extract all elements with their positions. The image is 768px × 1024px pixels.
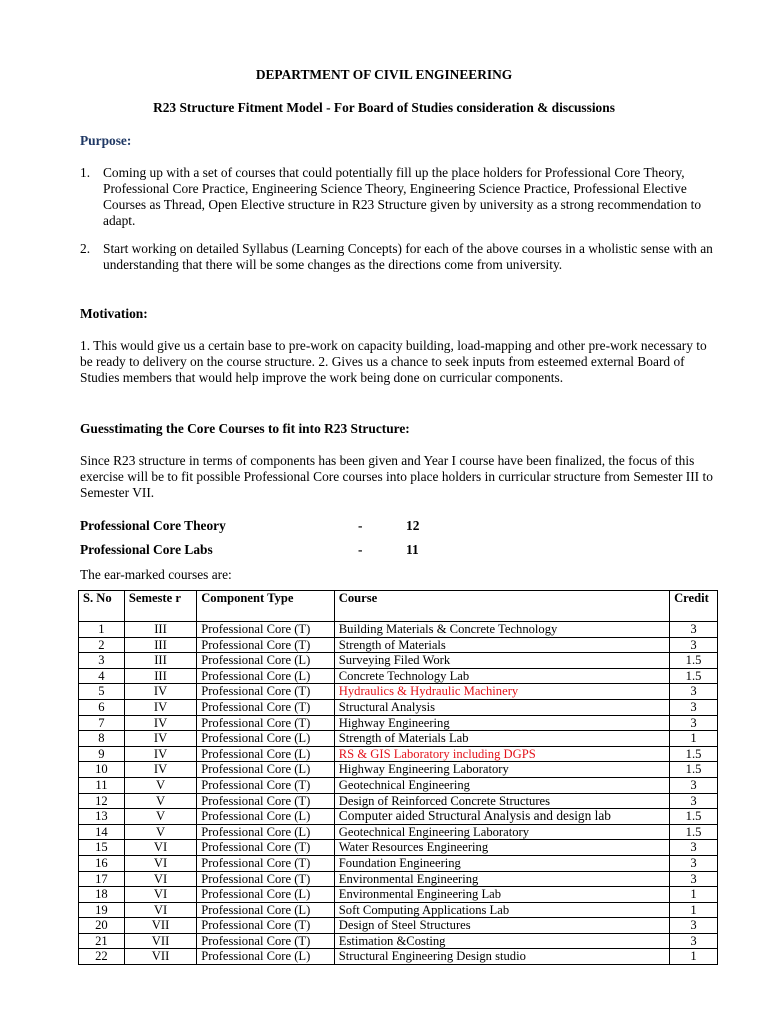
cell-component-type: Professional Core (L) <box>197 887 335 903</box>
cell-sno: 8 <box>79 731 125 747</box>
table-row <box>79 809 718 825</box>
header-course: Course <box>334 591 669 622</box>
cell-component-type: Professional Core (L) <box>197 949 335 965</box>
table-body <box>79 622 718 965</box>
table-header-row <box>79 591 718 622</box>
cell-semester: IV <box>124 684 196 700</box>
header-semester: Semeste r <box>124 591 196 622</box>
cell-course: Water Resources Engineering <box>334 840 669 856</box>
cell-credit: 3 <box>670 840 718 856</box>
cell-sno: 5 <box>79 684 125 700</box>
cell-course: Computer aided Structural Analysis and design lab <box>334 809 669 825</box>
cell-credit: 3 <box>670 637 718 653</box>
cell-component-type: Professional Core (L) <box>197 731 335 747</box>
cell-semester: V <box>124 777 196 793</box>
cell-semester: IV <box>124 699 196 715</box>
cell-credit: 1.5 <box>670 824 718 840</box>
cell-course: Strength of Materials Lab <box>334 731 669 747</box>
cell-course: Building Materials & Concrete Technology <box>334 622 669 638</box>
cell-component-type: Professional Core (T) <box>197 777 335 793</box>
table-row <box>79 840 718 856</box>
cell-component-type: Professional Core (T) <box>197 933 335 949</box>
table-row <box>79 684 718 700</box>
cell-course: Hydraulics & Hydraulic Machinery <box>334 684 669 700</box>
cell-credit: 3 <box>670 871 718 887</box>
header-component-type: Component Type <box>197 591 335 622</box>
table-row <box>79 699 718 715</box>
cell-course: Soft Computing Applications Lab <box>334 902 669 918</box>
cell-course: Surveying Filed Work <box>334 653 669 669</box>
cell-sno: 21 <box>79 933 125 949</box>
cell-sno: 10 <box>79 762 125 778</box>
cell-credit: 3 <box>670 699 718 715</box>
purpose-item-2 <box>80 241 720 273</box>
cell-credit: 3 <box>670 918 718 934</box>
cell-component-type: Professional Core (T) <box>197 684 335 700</box>
table-row <box>79 746 718 762</box>
cell-semester: VI <box>124 887 196 903</box>
cell-semester: VI <box>124 855 196 871</box>
table-row <box>79 887 718 903</box>
table-row <box>79 653 718 669</box>
cell-component-type: Professional Core (T) <box>197 715 335 731</box>
cell-course: Highway Engineering <box>334 715 669 731</box>
table-row <box>79 855 718 871</box>
cell-sno: 2 <box>79 637 125 653</box>
cell-sno: 11 <box>79 777 125 793</box>
cell-semester: VII <box>124 949 196 965</box>
cell-semester: V <box>124 824 196 840</box>
cell-semester: III <box>124 668 196 684</box>
cell-sno: 14 <box>79 824 125 840</box>
cell-course: Design of Steel Structures <box>334 918 669 934</box>
cell-course: Foundation Engineering <box>334 855 669 871</box>
cell-semester: V <box>124 793 196 809</box>
purpose-heading: Purpose: <box>80 133 132 148</box>
document-subtitle: R23 Structure Fitment Model - For Board of Studies consideration & discussions <box>153 100 615 115</box>
cell-semester: IV <box>124 762 196 778</box>
cell-component-type: Professional Core (L) <box>197 824 335 840</box>
cell-semester: VII <box>124 933 196 949</box>
cell-component-type: Professional Core (T) <box>197 840 335 856</box>
table-row <box>79 637 718 653</box>
table-row <box>79 949 718 965</box>
cell-course: RS & GIS Laboratory including DGPS <box>334 746 669 762</box>
cell-semester: III <box>124 637 196 653</box>
courses-table <box>78 590 718 965</box>
table-row <box>79 933 718 949</box>
cell-semester: IV <box>124 715 196 731</box>
cell-component-type: Professional Core (T) <box>197 918 335 934</box>
guesstimate-heading: Guesstimating the Core Courses to fit into R23 Structure: <box>80 421 410 436</box>
earmarked-intro: The ear-marked courses are: <box>80 567 232 582</box>
cell-component-type: Professional Core (T) <box>197 622 335 638</box>
cell-credit: 3 <box>670 715 718 731</box>
cell-credit: 3 <box>670 622 718 638</box>
cell-course: Geotechnical Engineering <box>334 777 669 793</box>
cell-sno: 3 <box>79 653 125 669</box>
cell-semester: IV <box>124 746 196 762</box>
cell-credit: 3 <box>670 793 718 809</box>
summary-dash: - <box>358 518 363 533</box>
header-sno: S. No <box>79 591 125 622</box>
cell-sno: 13 <box>79 809 125 825</box>
table-row <box>79 715 718 731</box>
cell-component-type: Professional Core (T) <box>197 871 335 887</box>
cell-credit: 1.5 <box>670 809 718 825</box>
table-row <box>79 793 718 809</box>
cell-course: Geotechnical Engineering Laboratory <box>334 824 669 840</box>
cell-sno: 15 <box>79 840 125 856</box>
cell-sno: 19 <box>79 902 125 918</box>
table-row <box>79 777 718 793</box>
summary-value: 12 <box>406 518 420 533</box>
cell-credit: 3 <box>670 933 718 949</box>
cell-semester: VI <box>124 902 196 918</box>
cell-sno: 1 <box>79 622 125 638</box>
table-row <box>79 762 718 778</box>
cell-component-type: Professional Core (T) <box>197 793 335 809</box>
table-row <box>79 731 718 747</box>
cell-sno: 12 <box>79 793 125 809</box>
cell-course: Environmental Engineering Lab <box>334 887 669 903</box>
cell-credit: 3 <box>670 777 718 793</box>
cell-credit: 1 <box>670 887 718 903</box>
cell-component-type: Professional Core (T) <box>197 637 335 653</box>
cell-sno: 20 <box>79 918 125 934</box>
table-row <box>79 902 718 918</box>
cell-component-type: Professional Core (L) <box>197 902 335 918</box>
table-row <box>79 622 718 638</box>
cell-semester: VII <box>124 918 196 934</box>
cell-course: Structural Engineering Design studio <box>334 949 669 965</box>
department-title: DEPARTMENT OF CIVIL ENGINEERING <box>255 67 513 82</box>
cell-component-type: Professional Core (T) <box>197 699 335 715</box>
cell-sno: 6 <box>79 699 125 715</box>
table-row <box>79 668 718 684</box>
purpose-item-1 <box>80 165 720 229</box>
cell-course: Concrete Technology Lab <box>334 668 669 684</box>
cell-sno: 4 <box>79 668 125 684</box>
cell-course: Strength of Materials <box>334 637 669 653</box>
cell-semester: III <box>124 653 196 669</box>
cell-semester: IV <box>124 731 196 747</box>
summary-dash: - <box>358 542 363 557</box>
table-row <box>79 871 718 887</box>
cell-credit: 1.5 <box>670 653 718 669</box>
summary-label: Professional Core Labs <box>80 542 213 557</box>
cell-semester: VI <box>124 840 196 856</box>
motivation-paragraph: 1. This would give us a certain base to pre-work on capacity building, load-mapping and other pre-work necessary to be ready to delivery on the course structure. 2. Gives us a chance to seek inputs from esteemed external Board of Studies members that would help improve the work being done on curricular components. <box>80 338 707 385</box>
cell-credit: 1.5 <box>670 668 718 684</box>
table-row <box>79 918 718 934</box>
cell-course: Structural Analysis <box>334 699 669 715</box>
cell-course: Environmental Engineering <box>334 871 669 887</box>
cell-sno: 7 <box>79 715 125 731</box>
cell-sno: 22 <box>79 949 125 965</box>
cell-credit: 1 <box>670 902 718 918</box>
motivation-heading: Motivation: <box>80 306 148 321</box>
cell-sno: 9 <box>79 746 125 762</box>
cell-component-type: Professional Core (L) <box>197 653 335 669</box>
table-row <box>79 824 718 840</box>
cell-component-type: Professional Core (L) <box>197 746 335 762</box>
purpose-item-number: 2. <box>80 241 91 256</box>
cell-semester: V <box>124 809 196 825</box>
purpose-item-number: 1. <box>80 165 91 180</box>
cell-semester: III <box>124 622 196 638</box>
cell-credit: 1.5 <box>670 762 718 778</box>
summary-value: 11 <box>406 542 419 557</box>
cell-credit: 1 <box>670 949 718 965</box>
guesstimate-paragraph: Since R23 structure in terms of components has been given and Year I course have been finalized, the focus of this exercise will be to fit possible Professional Core courses into place holders in curricular structure from Semester III to Semester VII. <box>80 453 713 500</box>
cell-credit: 1 <box>670 731 718 747</box>
cell-sno: 17 <box>79 871 125 887</box>
cell-course: Estimation &Costing <box>334 933 669 949</box>
cell-credit: 3 <box>670 684 718 700</box>
header-credit: Credit <box>670 591 718 622</box>
cell-semester: VI <box>124 871 196 887</box>
purpose-item-text: Coming up with a set of courses that could potentially fill up the place holders for Professional Core Theory, Professional Core Practice, Engineering Science Theory, Engineering Science Practice, Professional Elective Courses as Thread, Open Elective structure in R23 Structure given by university as a strong recommendation to adapt. <box>103 165 702 228</box>
cell-credit: 1.5 <box>670 746 718 762</box>
summary-label: Professional Core Theory <box>80 518 226 533</box>
cell-course: Highway Engineering Laboratory <box>334 762 669 778</box>
cell-component-type: Professional Core (L) <box>197 809 335 825</box>
cell-component-type: Professional Core (T) <box>197 855 335 871</box>
cell-course: Design of Reinforced Concrete Structures <box>334 793 669 809</box>
purpose-item-text: Start working on detailed Syllabus (Learning Concepts) for each of the above courses in a wholistic sense with an understanding that there will be some changes as the directions come from university. <box>103 241 713 272</box>
cell-credit: 3 <box>670 855 718 871</box>
cell-sno: 16 <box>79 855 125 871</box>
cell-component-type: Professional Core (L) <box>197 762 335 778</box>
cell-component-type: Professional Core (L) <box>197 668 335 684</box>
cell-sno: 18 <box>79 887 125 903</box>
